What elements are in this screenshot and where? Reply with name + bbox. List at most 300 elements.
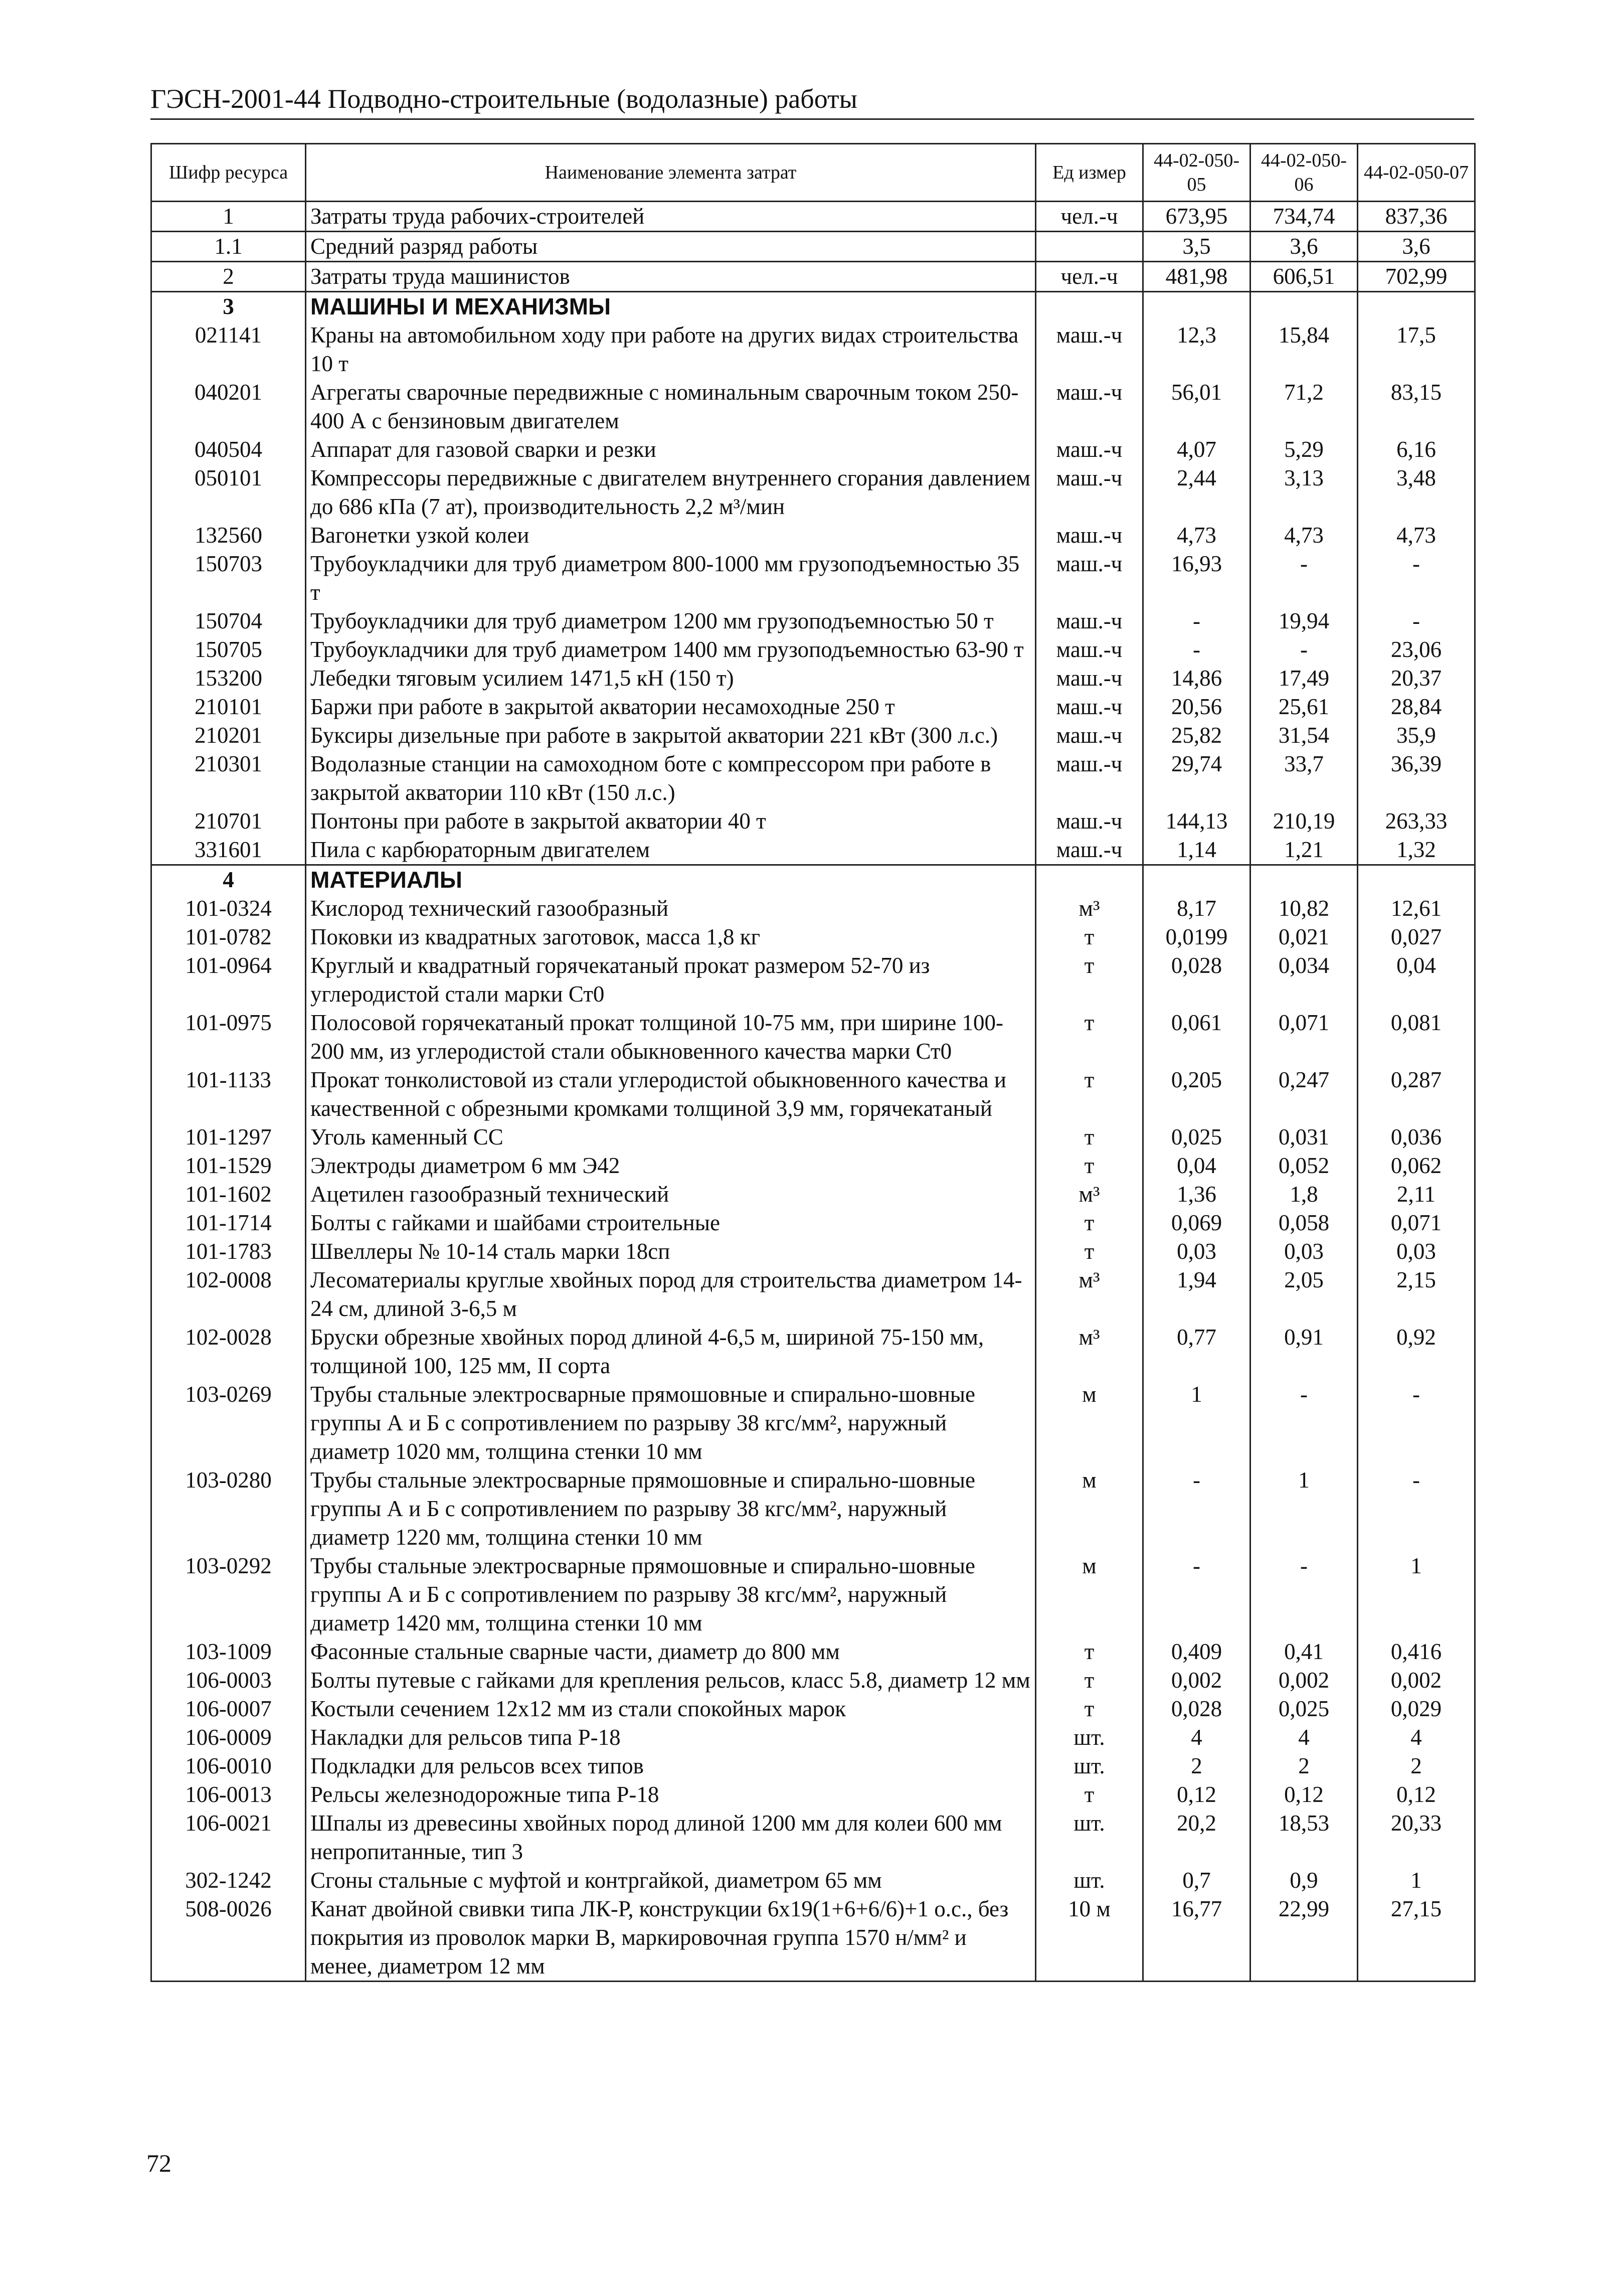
value-050-07-cell: 4 xyxy=(1358,1723,1475,1752)
value-050-06-cell: 606,51 xyxy=(1250,262,1358,292)
unit-cell: м³ xyxy=(1036,894,1143,923)
value-050-06-cell: 0,247 xyxy=(1250,1066,1358,1123)
section-row xyxy=(151,865,1475,895)
value-050-05-cell: 16,77 xyxy=(1143,1895,1250,1982)
resource-code-cell: 210701 xyxy=(151,807,306,836)
value-050-05-cell: 0,77 xyxy=(1143,1323,1250,1380)
resource-code-cell: 2 xyxy=(151,262,306,292)
value-050-07-cell: 83,15 xyxy=(1358,378,1475,435)
cost-element-name-cell: Накладки для рельсов типа Р-18 xyxy=(306,1723,1036,1752)
cost-element-name-cell: Рельсы железнодорожные типа Р-18 xyxy=(306,1780,1036,1809)
table-row xyxy=(151,750,1475,807)
unit-cell: т xyxy=(1036,1066,1143,1123)
unit-cell: маш.-ч xyxy=(1036,521,1143,550)
resource-code-cell: 508-0026 xyxy=(151,1895,306,1982)
value-050-06-cell: 4 xyxy=(1250,1723,1358,1752)
value-050-06-cell: 71,2 xyxy=(1250,378,1358,435)
unit-cell: маш.-ч xyxy=(1036,664,1143,693)
value-050-06-cell: - xyxy=(1250,550,1358,607)
unit-cell: т xyxy=(1036,1152,1143,1180)
cost-element-name-cell: Ацетилен газообразный технический xyxy=(306,1180,1036,1209)
col-header-050-06: 44-02-050-06 xyxy=(1250,144,1358,202)
unit-cell: м³ xyxy=(1036,1266,1143,1323)
value-050-05-cell: 14,86 xyxy=(1143,664,1250,693)
unit-cell: маш.-ч xyxy=(1036,435,1143,464)
cost-element-name-cell: Круглый и квадратный горячекатаный прокат размером 52-70 из углеродистой стали марки Ст0 xyxy=(306,951,1036,1009)
unit-cell: м xyxy=(1036,1380,1143,1466)
resource-code-cell: 1.1 xyxy=(151,232,306,262)
table-row xyxy=(151,894,1475,923)
value-050-05-cell: 0,7 xyxy=(1143,1866,1250,1895)
value-050-06-cell: 31,54 xyxy=(1250,721,1358,750)
value-050-05-cell: 481,98 xyxy=(1143,262,1250,292)
value-050-06-cell: 0,031 xyxy=(1250,1123,1358,1152)
value-050-06-cell: 0,058 xyxy=(1250,1209,1358,1237)
value-050-06-cell: 15,84 xyxy=(1250,321,1358,378)
resource-code-cell: 153200 xyxy=(151,664,306,693)
value-050-05-cell: 1,94 xyxy=(1143,1266,1250,1323)
value-050-07-cell: 36,39 xyxy=(1358,750,1475,807)
cost-element-name-cell: Водолазные станции на самоходном боте с компрессором при работе в закрытой акватории 110 кВт (150 л.с.) xyxy=(306,750,1036,807)
unit-cell: шт. xyxy=(1036,1866,1143,1895)
table-row xyxy=(151,1009,1475,1066)
value-050-07-cell: 23,06 xyxy=(1358,635,1475,664)
value-050-07-cell: - xyxy=(1358,607,1475,635)
cost-element-name-cell: Бруски обрезные хвойных пород длиной 4-6,5 м, шириной 75-150 мм, толщиной 100, 125 мм, II сорта xyxy=(306,1323,1036,1380)
resource-code-cell: 106-0013 xyxy=(151,1780,306,1809)
unit-cell: т xyxy=(1036,1695,1143,1723)
table-row xyxy=(151,951,1475,1009)
value-050-06-cell: 17,49 xyxy=(1250,664,1358,693)
value-050-05-cell: 20,56 xyxy=(1143,693,1250,721)
cost-element-name-cell: Средний разряд работы xyxy=(306,232,1036,262)
table-row xyxy=(151,1666,1475,1695)
resource-code-cell: 103-0292 xyxy=(151,1552,306,1637)
cost-element-name-cell: Кислород технический газообразный xyxy=(306,894,1036,923)
resource-code-cell: 101-1529 xyxy=(151,1152,306,1180)
table-row xyxy=(151,1752,1475,1780)
table-row xyxy=(151,1866,1475,1895)
unit-cell: чел.-ч xyxy=(1036,262,1143,292)
cost-element-name-cell: Буксиры дизельные при работе в закрытой акватории 221 кВт (300 л.с.) xyxy=(306,721,1036,750)
value-050-06-cell: 25,61 xyxy=(1250,693,1358,721)
unit-cell: т xyxy=(1036,1237,1143,1266)
unit-cell: маш.-ч xyxy=(1036,807,1143,836)
resource-code-cell: 210301 xyxy=(151,750,306,807)
table-header-row xyxy=(151,144,1475,202)
value-050-07-cell: 1 xyxy=(1358,1552,1475,1637)
resource-cost-table xyxy=(150,143,1476,1982)
table-row xyxy=(151,262,1475,292)
unit-cell: маш.-ч xyxy=(1036,721,1143,750)
table-row xyxy=(151,1266,1475,1323)
resource-code-cell: 331601 xyxy=(151,836,306,865)
cost-element-name-cell: Аппарат для газовой сварки и резки xyxy=(306,435,1036,464)
value-050-07-cell: 2,11 xyxy=(1358,1180,1475,1209)
unit-cell: шт. xyxy=(1036,1723,1143,1752)
unit-cell: маш.-ч xyxy=(1036,550,1143,607)
cost-element-name-cell: Лебедки тяговым усилием 1471,5 кН (150 т) xyxy=(306,664,1036,693)
table-row xyxy=(151,1466,1475,1552)
cost-element-name-cell: Канат двойной свивки типа ЛК-Р, конструкции 6х19(1+6+6/6)+1 о.с., без покрытия из проволок марки В, маркировочная группа 1570 н/мм² и менее, диаметром 12 мм xyxy=(306,1895,1036,1982)
unit-cell: т xyxy=(1036,1209,1143,1237)
col-header-unit: Ед измер xyxy=(1036,144,1143,202)
col-header-050-07: 44-02-050-07 xyxy=(1358,144,1475,202)
value-050-06-cell: 0,002 xyxy=(1250,1666,1358,1695)
table-row xyxy=(151,1180,1475,1209)
resource-code-cell: 101-0782 xyxy=(151,923,306,951)
value-050-07-cell: 0,036 xyxy=(1358,1123,1475,1152)
value-050-07-cell: 0,029 xyxy=(1358,1695,1475,1723)
table-body xyxy=(151,202,1475,1982)
value-050-06-cell: 0,052 xyxy=(1250,1152,1358,1180)
resource-code-cell: 050101 xyxy=(151,464,306,521)
value-050-05-cell: 56,01 xyxy=(1143,378,1250,435)
value-050-05-cell: - xyxy=(1143,1552,1250,1637)
table-row xyxy=(151,1552,1475,1637)
resource-code-cell: 101-1297 xyxy=(151,1123,306,1152)
table-row xyxy=(151,378,1475,435)
resource-code-cell: 106-0010 xyxy=(151,1752,306,1780)
resource-code-cell: 150705 xyxy=(151,635,306,664)
table-row xyxy=(151,923,1475,951)
cost-element-name-cell: Затраты труда рабочих-строителей xyxy=(306,202,1036,232)
table-row xyxy=(151,664,1475,693)
table-row xyxy=(151,1323,1475,1380)
value-050-05-cell: 2 xyxy=(1143,1752,1250,1780)
value-050-07-cell: 0,03 xyxy=(1358,1237,1475,1266)
value-050-07-cell: 702,99 xyxy=(1358,262,1475,292)
cost-element-name-cell: Краны на автомобильном ходу при работе на других видах строительства 10 т xyxy=(306,321,1036,378)
cost-element-name-cell: Лесоматериалы круглые хвойных пород для строительства диаметром 14-24 см, длиной 3-6,5 м xyxy=(306,1266,1036,1323)
resource-code-cell: 4 xyxy=(151,865,306,895)
value-050-05-cell: - xyxy=(1143,1466,1250,1552)
cost-element-name-cell: МАТЕРИАЛЫ xyxy=(306,865,1036,895)
resource-code-cell: 106-0009 xyxy=(151,1723,306,1752)
unit-cell: шт. xyxy=(1036,1752,1143,1780)
unit-cell: м xyxy=(1036,1552,1143,1637)
cost-element-name-cell: Сгоны стальные с муфтой и контргайкой, диаметром 65 мм xyxy=(306,1866,1036,1895)
unit-cell: м³ xyxy=(1036,1323,1143,1380)
section-row xyxy=(151,292,1475,321)
value-050-05-cell: 673,95 xyxy=(1143,202,1250,232)
value-050-05-cell: 4 xyxy=(1143,1723,1250,1752)
table-row xyxy=(151,607,1475,635)
table-row xyxy=(151,550,1475,607)
unit-cell: маш.-ч xyxy=(1036,607,1143,635)
table-row xyxy=(151,1123,1475,1152)
cost-element-name-cell: Подкладки для рельсов всех типов xyxy=(306,1752,1036,1780)
value-050-07-cell: 0,287 xyxy=(1358,1066,1475,1123)
value-050-05-cell: 0,069 xyxy=(1143,1209,1250,1237)
value-050-05-cell: 0,03 xyxy=(1143,1237,1250,1266)
value-050-06-cell: 4,73 xyxy=(1250,521,1358,550)
value-050-05-cell: 1,14 xyxy=(1143,836,1250,865)
cost-element-name-cell: Полосовой горячекатаный прокат толщиной 10-75 мм, при ширине 100-200 мм, из углеродистой стали обыкновенного качества марки Ст0 xyxy=(306,1009,1036,1066)
value-050-07-cell: 0,12 xyxy=(1358,1780,1475,1809)
value-050-06-cell: 5,29 xyxy=(1250,435,1358,464)
page-number: 72 xyxy=(146,2149,171,2177)
cost-element-name-cell: Болты с гайками и шайбами строительные xyxy=(306,1209,1036,1237)
resource-code-cell: 3 xyxy=(151,292,306,321)
cost-element-name-cell: Уголь каменный СС xyxy=(306,1123,1036,1152)
value-050-06-cell: 19,94 xyxy=(1250,607,1358,635)
cost-element-name-cell: МАШИНЫ И МЕХАНИЗМЫ xyxy=(306,292,1036,321)
value-050-06-cell: 0,03 xyxy=(1250,1237,1358,1266)
resource-code-cell: 302-1242 xyxy=(151,1866,306,1895)
value-050-06-cell: 734,74 xyxy=(1250,202,1358,232)
unit-cell: маш.-ч xyxy=(1036,378,1143,435)
cost-element-name-cell: Электроды диаметром 6 мм Э42 xyxy=(306,1152,1036,1180)
table-row xyxy=(151,202,1475,232)
value-050-05-cell: 144,13 xyxy=(1143,807,1250,836)
unit-cell: т xyxy=(1036,1637,1143,1666)
value-050-06-cell: 18,53 xyxy=(1250,1809,1358,1866)
value-050-05-cell: 16,93 xyxy=(1143,550,1250,607)
value-050-07-cell: 2,15 xyxy=(1358,1266,1475,1323)
value-050-05-cell: 25,82 xyxy=(1143,721,1250,750)
table-row xyxy=(151,1380,1475,1466)
unit-cell: т xyxy=(1036,1009,1143,1066)
table-row xyxy=(151,321,1475,378)
value-050-07-cell: 0,071 xyxy=(1358,1209,1475,1237)
cost-element-name-cell: Баржи при работе в закрытой акватории несамоходные 250 т xyxy=(306,693,1036,721)
col-header-050-05: 44-02-050-05 xyxy=(1143,144,1250,202)
value-050-05-cell: 0,0199 xyxy=(1143,923,1250,951)
unit-cell: т xyxy=(1036,1666,1143,1695)
value-050-06-cell xyxy=(1250,865,1358,895)
cost-element-name-cell: Агрегаты сварочные передвижные с номинальным сварочным током 250-400 А с бензиновым двигателем xyxy=(306,378,1036,435)
value-050-07-cell: - xyxy=(1358,1466,1475,1552)
value-050-05-cell: 8,17 xyxy=(1143,894,1250,923)
table-row xyxy=(151,435,1475,464)
value-050-05-cell: 0,409 xyxy=(1143,1637,1250,1666)
cost-element-name-cell: Болты путевые с гайками для крепления рельсов, класс 5.8, диаметр 12 мм xyxy=(306,1666,1036,1695)
value-050-05-cell: 0,12 xyxy=(1143,1780,1250,1809)
unit-cell: 10 м xyxy=(1036,1895,1143,1982)
value-050-06-cell: 0,071 xyxy=(1250,1009,1358,1066)
value-050-07-cell: 0,416 xyxy=(1358,1637,1475,1666)
value-050-07-cell: 0,002 xyxy=(1358,1666,1475,1695)
cost-element-name-cell: Трубы стальные электросварные прямошовные и спирально-шовные группы А и Б с сопротивлением по разрыву 38 кгс/мм², наружный диаметр 1020 мм, толщина стенки 10 мм xyxy=(306,1380,1036,1466)
unit-cell: маш.-ч xyxy=(1036,836,1143,865)
value-050-07-cell: 263,33 xyxy=(1358,807,1475,836)
resource-code-cell: 150703 xyxy=(151,550,306,607)
cost-element-name-cell: Костыли сечением 12х12 мм из стали спокойных марок xyxy=(306,1695,1036,1723)
table-row xyxy=(151,232,1475,262)
value-050-06-cell: 1,8 xyxy=(1250,1180,1358,1209)
value-050-07-cell: 0,081 xyxy=(1358,1009,1475,1066)
page-header: ГЭСН-2001-44 Подводно-строительные (водолазные) работы xyxy=(150,81,1474,120)
value-050-07-cell: 17,5 xyxy=(1358,321,1475,378)
unit-cell: маш.-ч xyxy=(1036,635,1143,664)
value-050-07-cell: 20,33 xyxy=(1358,1809,1475,1866)
cost-element-name-cell: Трубы стальные электросварные прямошовные и спирально-шовные группы А и Б с сопротивлением по разрыву 38 кгс/мм², наружный диаметр 1420 мм, толщина стенки 10 мм xyxy=(306,1552,1036,1637)
value-050-06-cell: 0,12 xyxy=(1250,1780,1358,1809)
resource-code-cell: 101-0975 xyxy=(151,1009,306,1066)
value-050-05-cell xyxy=(1143,292,1250,321)
table-row xyxy=(151,635,1475,664)
value-050-05-cell: 12,3 xyxy=(1143,321,1250,378)
value-050-06-cell: 0,034 xyxy=(1250,951,1358,1009)
unit-cell: маш.-ч xyxy=(1036,750,1143,807)
resource-code-cell: 210201 xyxy=(151,721,306,750)
table-row xyxy=(151,836,1475,865)
resource-code-cell: 210101 xyxy=(151,693,306,721)
cost-element-name-cell: Шпалы из древесины хвойных пород длиной 1200 мм для колеи 600 мм непропитанные, тип 3 xyxy=(306,1809,1036,1866)
unit-cell: маш.-ч xyxy=(1036,693,1143,721)
table-row xyxy=(151,1637,1475,1666)
unit-cell: т xyxy=(1036,951,1143,1009)
table-row xyxy=(151,721,1475,750)
value-050-07-cell xyxy=(1358,865,1475,895)
value-050-07-cell: 0,92 xyxy=(1358,1323,1475,1380)
table-row xyxy=(151,1209,1475,1237)
value-050-06-cell: 210,19 xyxy=(1250,807,1358,836)
value-050-06-cell: 2 xyxy=(1250,1752,1358,1780)
value-050-05-cell: 20,2 xyxy=(1143,1809,1250,1866)
value-050-06-cell: 0,41 xyxy=(1250,1637,1358,1666)
table-row xyxy=(151,521,1475,550)
unit-cell: т xyxy=(1036,923,1143,951)
value-050-06-cell: 0,025 xyxy=(1250,1695,1358,1723)
col-header-name: Наименование элемента затрат xyxy=(306,144,1036,202)
value-050-07-cell: 0,04 xyxy=(1358,951,1475,1009)
value-050-05-cell: 1 xyxy=(1143,1380,1250,1466)
resource-code-cell: 132560 xyxy=(151,521,306,550)
value-050-07-cell: 4,73 xyxy=(1358,521,1475,550)
value-050-07-cell: 1,32 xyxy=(1358,836,1475,865)
cost-element-name-cell: Поковки из квадратных заготовок, масса 1,8 кг xyxy=(306,923,1036,951)
unit-cell: м³ xyxy=(1036,1180,1143,1209)
resource-code-cell: 040504 xyxy=(151,435,306,464)
cost-element-name-cell: Фасонные стальные сварные части, диаметр до 800 мм xyxy=(306,1637,1036,1666)
value-050-05-cell: 0,025 xyxy=(1143,1123,1250,1152)
value-050-05-cell: 1,36 xyxy=(1143,1180,1250,1209)
resource-code-cell: 150704 xyxy=(151,607,306,635)
cost-element-name-cell: Затраты труда машинистов xyxy=(306,262,1036,292)
value-050-07-cell: 12,61 xyxy=(1358,894,1475,923)
value-050-06-cell: 2,05 xyxy=(1250,1266,1358,1323)
resource-code-cell: 101-1602 xyxy=(151,1180,306,1209)
resource-code-cell: 103-0269 xyxy=(151,1380,306,1466)
resource-code-cell: 102-0028 xyxy=(151,1323,306,1380)
resource-code-cell: 101-1783 xyxy=(151,1237,306,1266)
value-050-05-cell: 0,04 xyxy=(1143,1152,1250,1180)
table-row xyxy=(151,1723,1475,1752)
value-050-07-cell: 0,062 xyxy=(1358,1152,1475,1180)
cost-element-name-cell: Трубы стальные электросварные прямошовные и спирально-шовные группы А и Б с сопротивлением по разрыву 38 кгс/мм², наружный диаметр 1220 мм, толщина стенки 10 мм xyxy=(306,1466,1036,1552)
value-050-06-cell xyxy=(1250,292,1358,321)
unit-cell xyxy=(1036,232,1143,262)
value-050-05-cell: 3,5 xyxy=(1143,232,1250,262)
value-050-07-cell: 35,9 xyxy=(1358,721,1475,750)
resource-code-cell: 021141 xyxy=(151,321,306,378)
unit-cell: маш.-ч xyxy=(1036,464,1143,521)
value-050-06-cell: 0,91 xyxy=(1250,1323,1358,1380)
value-050-05-cell: 4,07 xyxy=(1143,435,1250,464)
value-050-06-cell: - xyxy=(1250,1552,1358,1637)
value-050-06-cell: - xyxy=(1250,635,1358,664)
value-050-05-cell: 2,44 xyxy=(1143,464,1250,521)
unit-cell: шт. xyxy=(1036,1809,1143,1866)
value-050-07-cell: 2 xyxy=(1358,1752,1475,1780)
value-050-06-cell: 22,99 xyxy=(1250,1895,1358,1982)
unit-cell: т xyxy=(1036,1123,1143,1152)
unit-cell: чел.-ч xyxy=(1036,202,1143,232)
table-row xyxy=(151,1780,1475,1809)
value-050-05-cell: 4,73 xyxy=(1143,521,1250,550)
col-header-code: Шифр ресурса xyxy=(151,144,306,202)
unit-cell: т xyxy=(1036,1780,1143,1809)
value-050-06-cell: 0,021 xyxy=(1250,923,1358,951)
value-050-05-cell: 0,061 xyxy=(1143,1009,1250,1066)
value-050-07-cell: 0,027 xyxy=(1358,923,1475,951)
table-row xyxy=(151,1809,1475,1866)
resource-code-cell: 101-1133 xyxy=(151,1066,306,1123)
value-050-05-cell: 0,028 xyxy=(1143,1695,1250,1723)
value-050-06-cell: 1,21 xyxy=(1250,836,1358,865)
resource-code-cell: 1 xyxy=(151,202,306,232)
value-050-05-cell: 0,205 xyxy=(1143,1066,1250,1123)
unit-cell xyxy=(1036,292,1143,321)
unit-cell xyxy=(1036,865,1143,895)
value-050-06-cell: 0,9 xyxy=(1250,1866,1358,1895)
cost-element-name-cell: Вагонетки узкой колеи xyxy=(306,521,1036,550)
table-row xyxy=(151,693,1475,721)
value-050-07-cell xyxy=(1358,292,1475,321)
value-050-07-cell: 20,37 xyxy=(1358,664,1475,693)
table-row xyxy=(151,1152,1475,1180)
value-050-07-cell: 1 xyxy=(1358,1866,1475,1895)
resource-code-cell: 103-0280 xyxy=(151,1466,306,1552)
unit-cell: м xyxy=(1036,1466,1143,1552)
table-row xyxy=(151,807,1475,836)
value-050-07-cell: - xyxy=(1358,550,1475,607)
value-050-05-cell: 0,028 xyxy=(1143,951,1250,1009)
value-050-05-cell: 0,002 xyxy=(1143,1666,1250,1695)
value-050-07-cell: 6,16 xyxy=(1358,435,1475,464)
cost-element-name-cell: Понтоны при работе в закрытой акватории 40 т xyxy=(306,807,1036,836)
table-row xyxy=(151,1695,1475,1723)
value-050-05-cell xyxy=(1143,865,1250,895)
resource-code-cell: 106-0003 xyxy=(151,1666,306,1695)
resource-code-cell: 101-1714 xyxy=(151,1209,306,1237)
cost-element-name-cell: Трубоукладчики для труб диаметром 800-1000 мм грузоподъемностью 35 т xyxy=(306,550,1036,607)
cost-element-name-cell: Пила с карбюраторным двигателем xyxy=(306,836,1036,865)
value-050-07-cell: 27,15 xyxy=(1358,1895,1475,1982)
value-050-07-cell: 837,36 xyxy=(1358,202,1475,232)
table-row xyxy=(151,1895,1475,1982)
value-050-07-cell: 3,6 xyxy=(1358,232,1475,262)
resource-code-cell: 040201 xyxy=(151,378,306,435)
value-050-06-cell: 3,13 xyxy=(1250,464,1358,521)
value-050-07-cell: 28,84 xyxy=(1358,693,1475,721)
value-050-05-cell: - xyxy=(1143,635,1250,664)
resource-code-cell: 102-0008 xyxy=(151,1266,306,1323)
resource-code-cell: 101-0324 xyxy=(151,894,306,923)
cost-element-name-cell: Компрессоры передвижные с двигателем внутреннего сгорания давлением до 686 кПа (7 ат), производительность 2,2 м³/мин xyxy=(306,464,1036,521)
value-050-06-cell: 3,6 xyxy=(1250,232,1358,262)
cost-element-name-cell: Трубоукладчики для труб диаметром 1400 мм грузоподъемностью 63-90 т xyxy=(306,635,1036,664)
resource-code-cell: 106-0007 xyxy=(151,1695,306,1723)
table-row xyxy=(151,1237,1475,1266)
cost-element-name-cell: Прокат тонколистовой из стали углеродистой обыкновенного качества и качественной с обрезными кромками толщиной 3,9 мм, горячекатаный xyxy=(306,1066,1036,1123)
resource-code-cell: 103-1009 xyxy=(151,1637,306,1666)
value-050-07-cell: 3,48 xyxy=(1358,464,1475,521)
table-row xyxy=(151,464,1475,521)
value-050-05-cell: - xyxy=(1143,607,1250,635)
